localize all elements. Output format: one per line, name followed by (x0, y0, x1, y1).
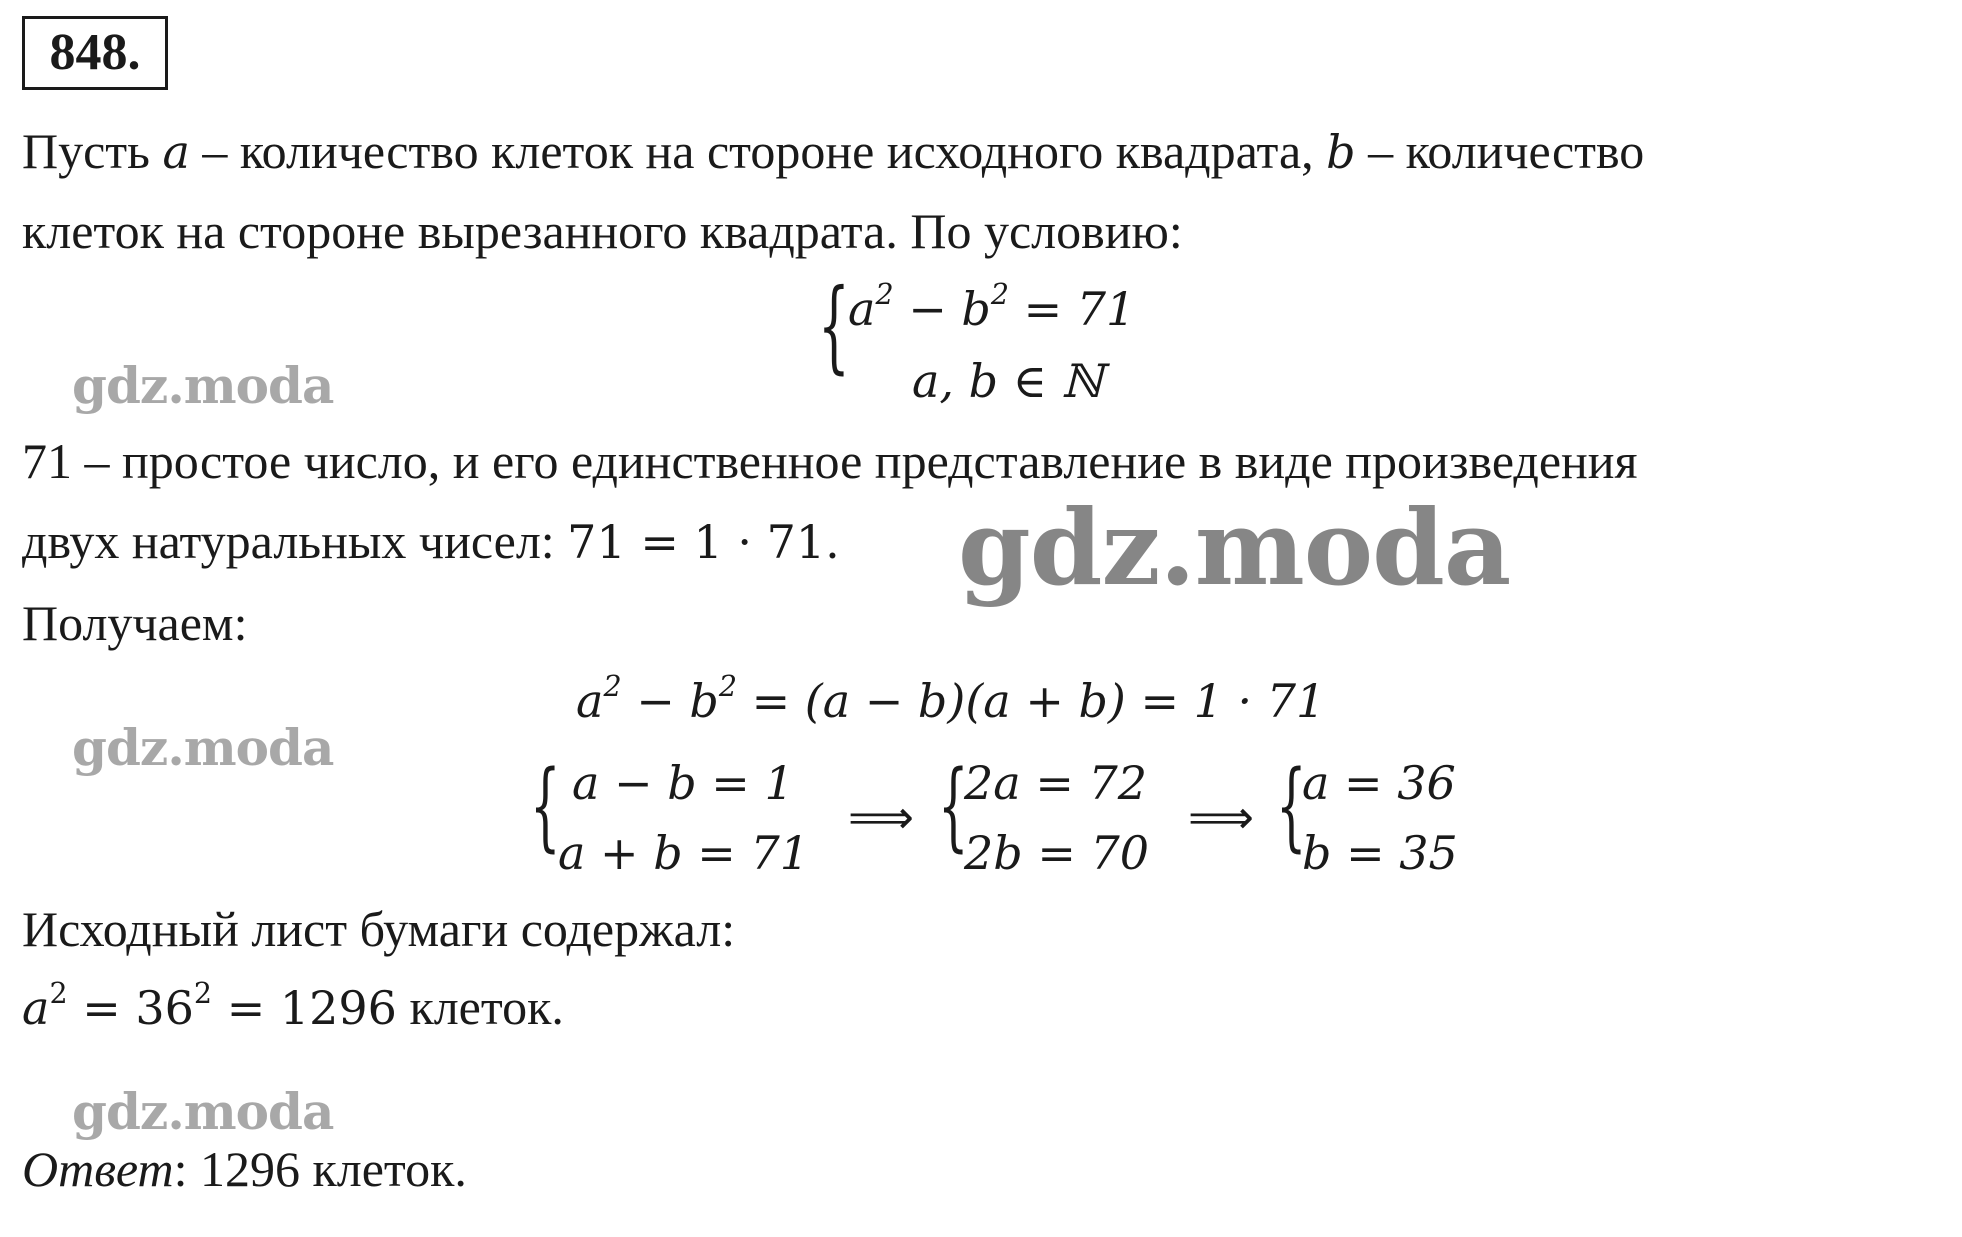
watermark: gdz.moda (72, 718, 334, 777)
system2-middle-brace: { (938, 750, 969, 862)
system2-right-eq1: a = 36 (1302, 756, 1456, 810)
watermark: gdz.moda (72, 1082, 334, 1141)
factor-equation: $a^2 - b^2 = (a - b)(a + b) = 1 \cdot 71$ (576, 669, 1326, 728)
prime-line-2 (22, 512, 840, 570)
result-math: $a^2 = 36^2 = 1296$ (22, 976, 397, 1035)
system2-left-eq1: a − b = 1 (572, 756, 794, 810)
prime-line-2-math: 71 = 1 · 71. (567, 515, 840, 569)
intro-line-1 (22, 122, 1644, 180)
system1-eq1: $a^2 - b^2 = 71$ (848, 277, 1136, 336)
intro-text-3: – количество (1355, 123, 1645, 179)
implies-arrow-2: ⟹ (1188, 790, 1254, 844)
intro-text-2: – количество клеток на стороне исходного квадрата, (189, 123, 1327, 179)
system2-left-brace: { (530, 750, 561, 862)
watermark-large: gdz.moda (958, 486, 1511, 609)
answer-text: : 1296 клеток. (173, 1141, 467, 1197)
intro-text-1: Пусть (22, 123, 163, 179)
system2-middle-eq1: 2a = 72 (964, 756, 1148, 810)
problem-number: 848. (22, 16, 168, 90)
watermark: gdz.moda (72, 356, 334, 415)
prime-line-1: 71 – простое число, и его единственное представление в виде произведения (22, 433, 1638, 489)
result-intro: Исходный лист бумаги содержал: (22, 901, 736, 957)
implies-arrow-1: ⟹ (848, 790, 914, 844)
result-line (22, 978, 564, 1036)
result-unit: клеток. (396, 979, 564, 1035)
system1-brace: { (818, 267, 850, 384)
intro-line-2: клеток на стороне вырезанного квадрата. По условию: (22, 203, 1183, 259)
answer-label: Ответ (22, 1141, 174, 1197)
obtain-label: Получаем: (22, 595, 248, 651)
system2-right-brace: { (1276, 750, 1307, 862)
prime-line-2-text: двух натуральных чисел: (22, 513, 568, 569)
system1-eq2: a, b ∈ ℕ (912, 354, 1104, 408)
var-b: b (1326, 125, 1356, 179)
system2-left-eq2: a + b = 71 (558, 826, 809, 880)
system2-right-eq2: b = 35 (1302, 826, 1458, 880)
var-a: a (162, 125, 190, 179)
system2-middle-eq2: 2b = 70 (964, 826, 1150, 880)
answer-line (22, 1140, 467, 1198)
